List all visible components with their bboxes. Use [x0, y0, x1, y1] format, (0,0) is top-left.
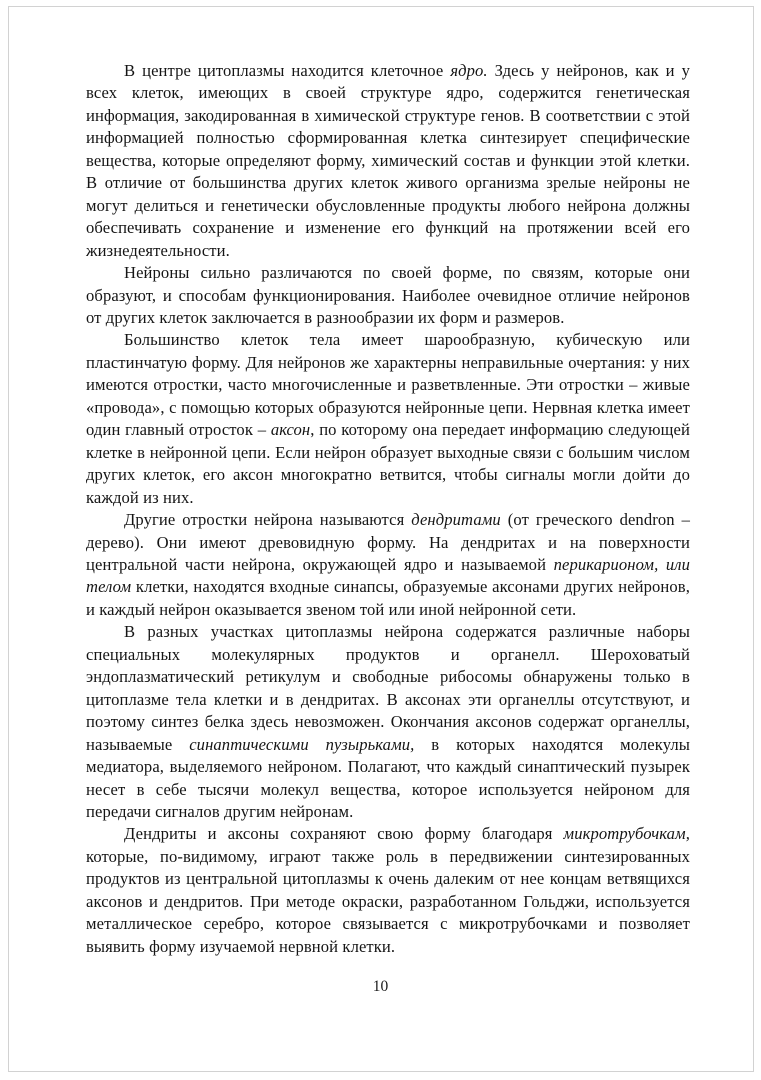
text-run: (от греческого dendron – дерево). Они имеют древовидную форму. На дендритах и на поверхности центральной части нейрона, окружающей ядро и называемой [86, 510, 690, 574]
paragraph [86, 509, 690, 621]
text-run: Другие отростки нейрона называются [124, 510, 412, 530]
term-italic: аксон [270, 420, 311, 440]
paragraph [86, 621, 690, 823]
text-run: клетки, находятся входные синапсы, образуемые аксонами других нейронов, и каждый нейрон оказывается звеном той или иной нейронной сети. [86, 577, 690, 619]
text-run: , по которому она передает информацию следующей клетке в нейронной цепи. Если нейрон образует выходные связи с большим числом других клеток, его аксон многократно ветвится, чтобы сигналы могли дойти до каждой из них. [86, 420, 690, 507]
page-text [86, 60, 690, 958]
text-run: Нейроны сильно различаются по своей форме, по связям, которые они образуют, и способам функционирования. Наиболее очевидное отличие нейронов от других клеток заключается в разнообразии их форм и размеров. [86, 263, 690, 327]
paragraph [86, 60, 690, 262]
text-run: Дендриты и аксоны сохраняют свою форму благодаря [124, 824, 564, 844]
text-run: В разных участках цитоплазмы нейрона содержатся различные наборы специальных молекулярных продуктов и органелл. Шероховатый эндоплазматический ретикулум и свободные рибосомы обнаружены только в цитоплазме тела клетки и в дендритах. В аксонах эти органеллы отсутствуют, и поэтому синтез белка здесь невозможен. Окончания аксонов содержат органеллы, называемые [86, 622, 690, 754]
paragraph [86, 262, 690, 329]
paragraph [86, 329, 690, 509]
term-italic: дендритами [411, 510, 501, 530]
text-run: В центре цитоплазмы находится клеточное [124, 61, 451, 80]
text-run: в которых находятся молекулы медиатора, выделяемого нейроном. Полагают, что каждый синаптический пузырек несет в себе тысячи молекул вещества, которое используется нейроном для передачи сигналов другим нейронам. [86, 734, 690, 821]
term-italic: синаптическими пузырьками, [189, 734, 415, 754]
text-run: которые, по-видимому, играют также роль в передвижении синтезированных продуктов из центральной цитоплазмы к очень далеким от нее концам ветвящихся аксонов и дендритов. При методе окраски, разработанном Гольджи, используется металлическое серебро, которое связывается с микротрубочками и позволяет выявить форму изучаемой нервной клетки. [86, 846, 690, 956]
paragraph [86, 823, 690, 958]
term-italic: перикарионом, или телом [86, 554, 690, 597]
text-run: Здесь у нейронов, как и у всех клеток, имеющих в своей структуре ядро, содержится генетическая информация, закодированная в химической структуре генов. В соответствии с этой информацией полностью сформированная клетка синтезирует специфические вещества, которые определяют форму, химический состав и функции этой клетки. В отличие от большинства других клеток живого организма зрелые нейроны не могут делиться и генетически обусловленные продукты любого нейрона должны обеспечивать сохранение и изменение его функций на протяжении всей его жизнедеятельности. [86, 61, 690, 260]
term-italic: ядро. [450, 61, 488, 80]
page-number: 10 [372, 978, 389, 995]
term-italic: микротрубочкам, [563, 824, 690, 844]
text-run: Большинство клеток тела имеет шарообразную, кубическую или пластинчатую форму. Для нейронов же характерны неправильные очертания: у них имеются отростки, часто многочисленные и разветвленные. Эти отростки – живые «провода», с помощью которых образуются нейронные цепи. Нервная клетка имеет один главный отросток – [86, 330, 690, 440]
